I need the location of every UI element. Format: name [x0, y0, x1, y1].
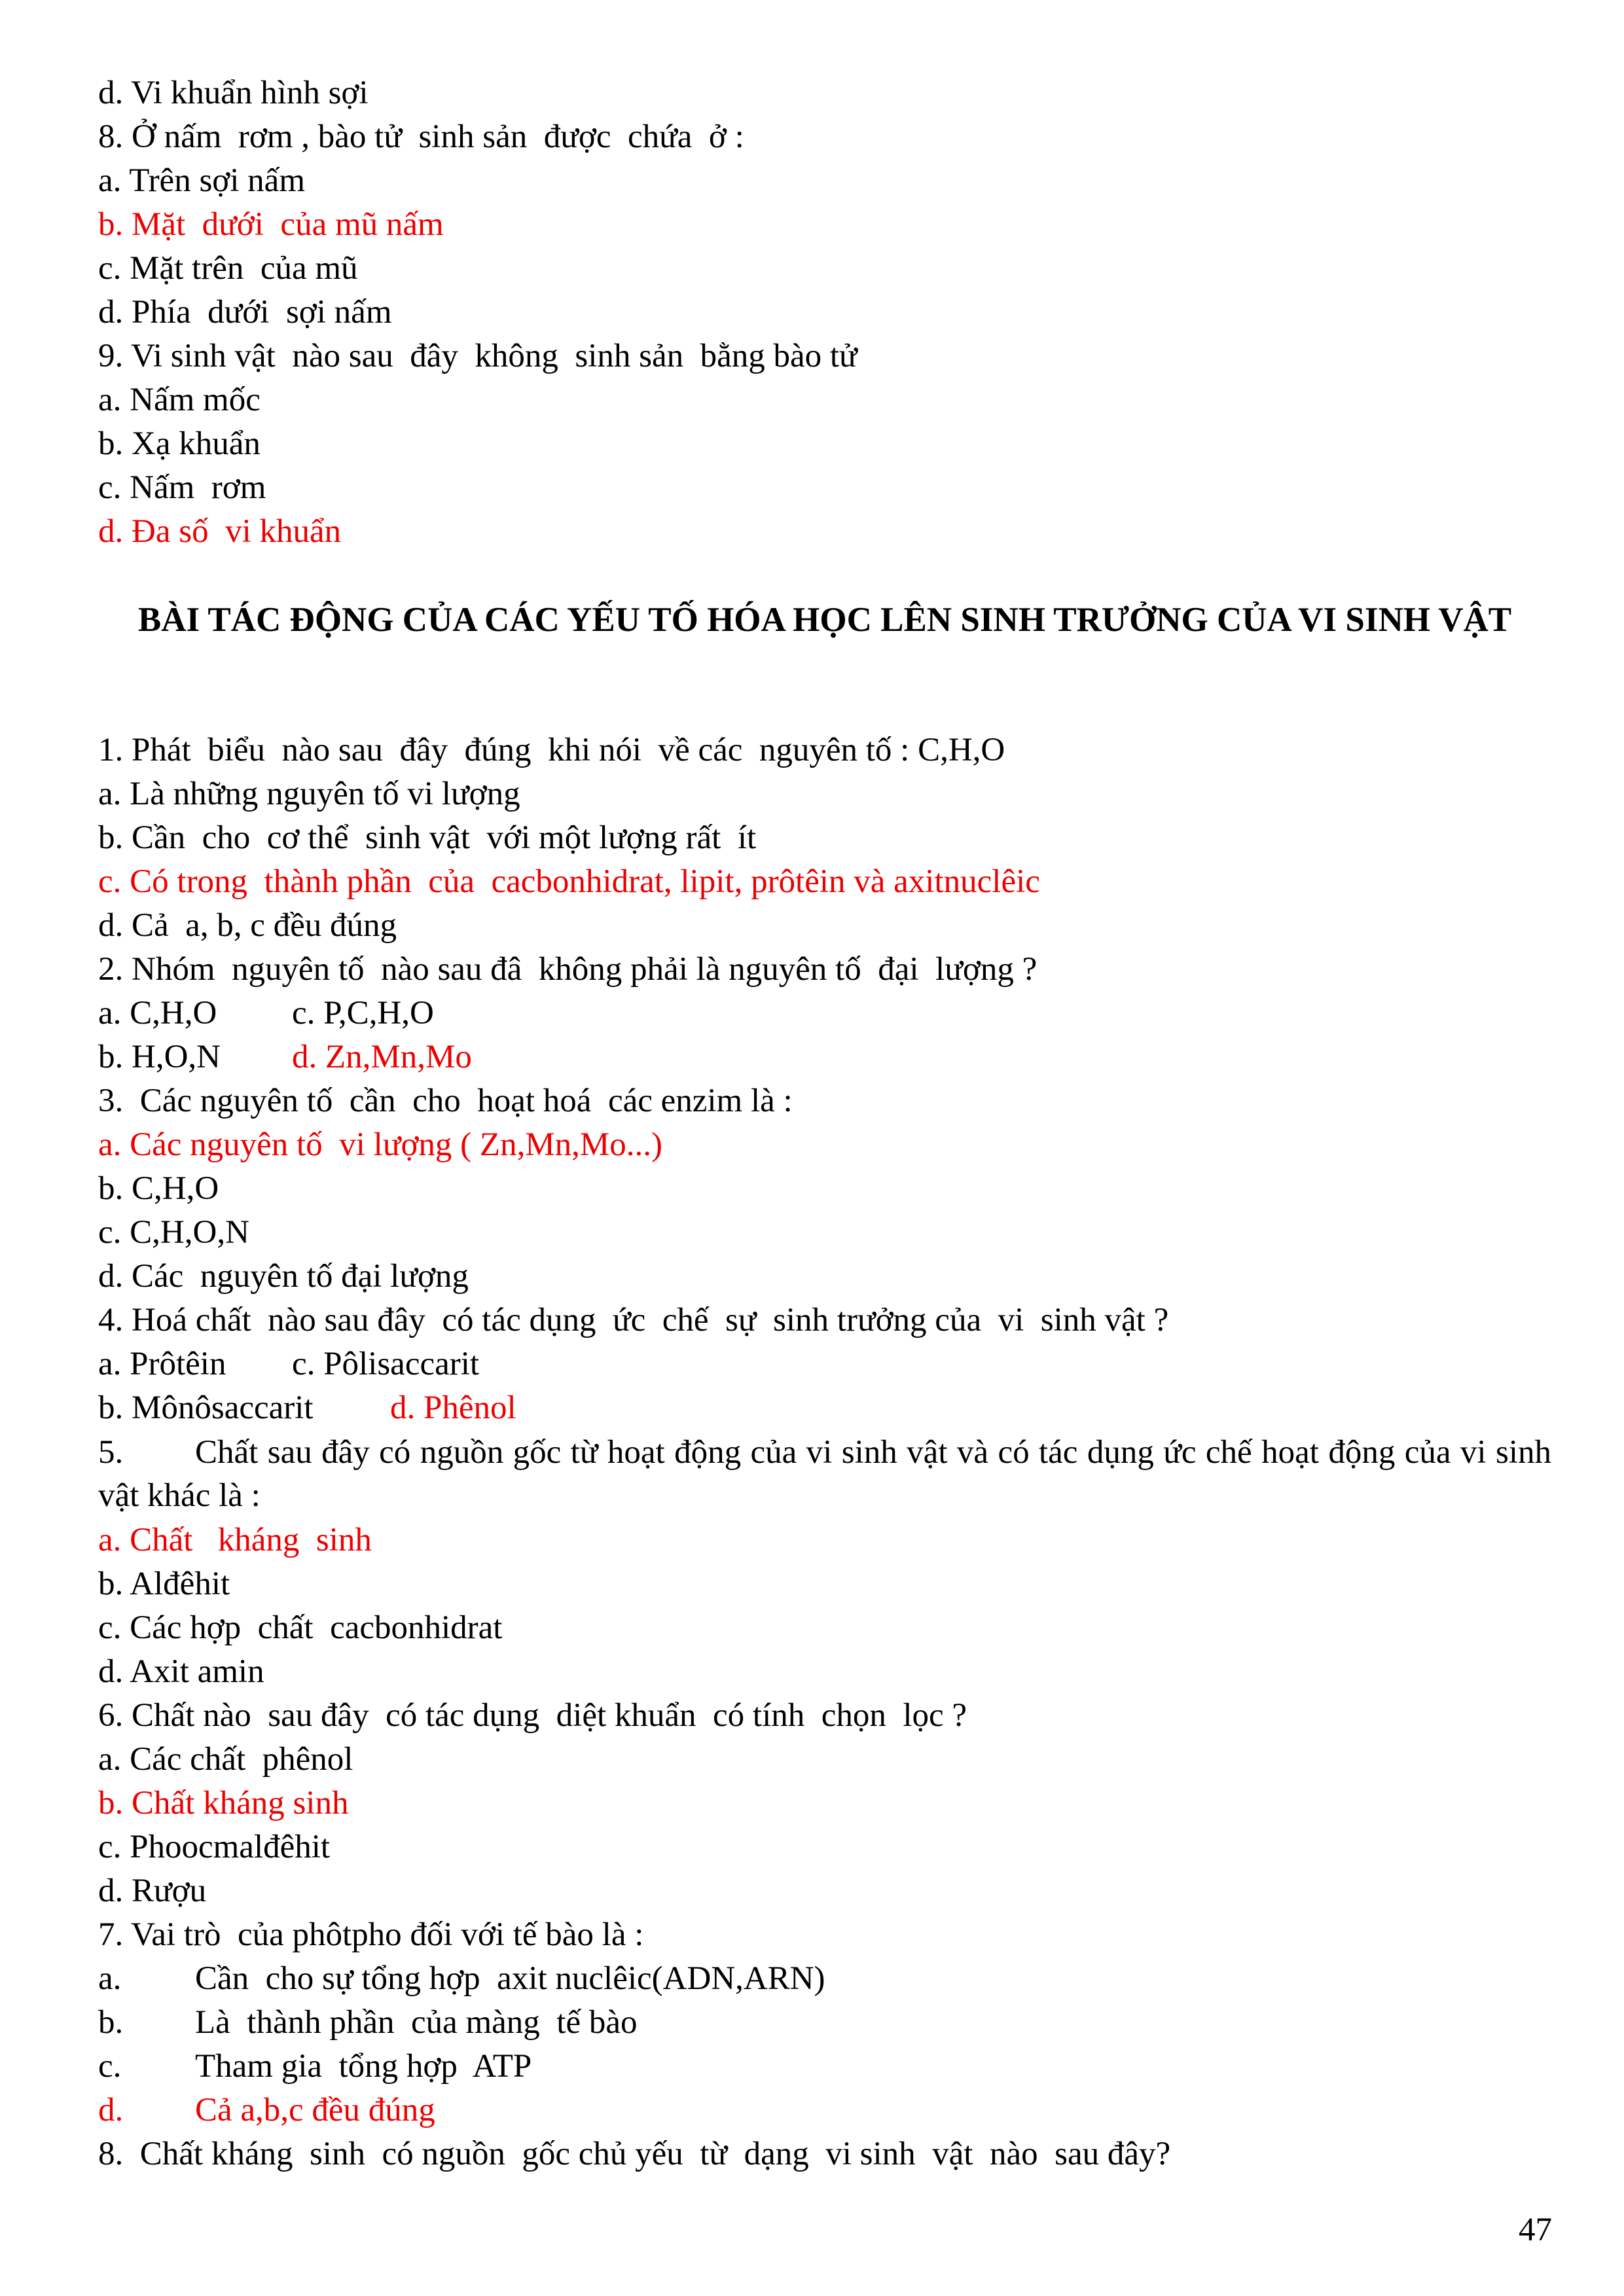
q1-option-d: d. Cả a, b, c đều đúng [98, 907, 397, 944]
prev-q9-option-c: c. Nấm rơm [98, 469, 266, 506]
q4-option-d-answer: d. Phênol [390, 1390, 516, 1426]
q7-option-d-letter: d. [98, 2092, 124, 2128]
prev-q8-option-a: a. Trên sợi nấm [98, 162, 305, 199]
q5-option-c: c. Các hợp chất cacbonhidrat [98, 1609, 503, 1646]
q3-option-c: c. C,H,O,N [98, 1214, 249, 1251]
page-number: 47 [1519, 2212, 1552, 2248]
q1-option-a: a. Là những nguyên tố vi lượng [98, 776, 520, 812]
q5-number: 5. [98, 1434, 124, 1471]
q6-option-a: a. Các chất phênol [98, 1741, 353, 1778]
q4-option-a: a. Prôtêin [98, 1346, 226, 1382]
q5-option-a-answer: a. Chất kháng sinh [98, 1522, 372, 1558]
q7-option-a [98, 1959, 825, 1998]
q2-question: 2. Nhóm nguyên tố nào sau đâ không phải là nguyên tố đại lượng ? [98, 951, 1038, 988]
q5-question-text: Chất sau đây có nguồn gốc từ hoạt động của vi sinh vật và có tác dụng ức chế hoạt động của vi sinh vật khác là : [98, 1434, 1551, 1514]
q7-question: 7. Vai trò của phôtpho đối với tế bào là : [98, 1916, 644, 1953]
q2-option-d-answer: d. Zn,Mn,Mo [292, 1039, 472, 1075]
prev-q9-option-d-answer: d. Đa số vi khuẩn [98, 513, 342, 550]
section-title: BÀI TÁC ĐỘNG CỦA CÁC YẾU TỐ HÓA HỌC LÊN SINH TRƯỞNG CỦA VI SINH VẬT [137, 601, 1512, 639]
q7-option-b [98, 2003, 638, 2042]
prev-q8-option-c: c. Mặt trên của mũ [98, 250, 358, 287]
q6-option-d: d. Rượu [98, 1873, 207, 1909]
q4-option-c: c. Pôlisaccarit [292, 1346, 480, 1382]
prev-q8-option-b-answer: b. Mặt dưới của mũ nấm [98, 206, 444, 243]
prev-q8-question: 8. Ở nấm rơm , bào tử sinh sản được chứa ở : [98, 118, 744, 155]
q3-option-d: d. Các nguyên tố đại lượng [98, 1258, 469, 1295]
q4-question: 4. Hoá chất nào sau đây có tác dụng ức chế sự sinh trưởng của vi sinh vật ? [98, 1302, 1169, 1338]
q2-option-b: b. H,O,N [98, 1039, 221, 1075]
q3-option-b: b. C,H,O [98, 1170, 219, 1207]
q6-option-c: c. Phoocmalđêhit [98, 1829, 331, 1865]
prev-q8-option-d: d. Phía dưới sợi nấm [98, 294, 392, 331]
prev-q9-option-b: b. Xạ khuẩn [98, 425, 261, 462]
q2-option-a: a. C,H,O [98, 995, 217, 1031]
q5-option-b: b. Alđêhit [98, 1566, 230, 1602]
q1-option-c-answer: c. Có trong thành phần của cacbonhidrat, lipit, prôtêin và axitnuclêic [98, 863, 1040, 900]
q3-question: 3. Các nguyên tố cần cho hoạt hoá các enzim là : [98, 1083, 793, 1119]
q1-question: 1. Phát biểu nào sau đây đúng khi nói về các nguyên tố : C,H,O [98, 732, 1005, 768]
q6-option-b-answer: b. Chất kháng sinh [98, 1785, 349, 1821]
q7-option-b-text: Là thành phần của màng tế bào [195, 2004, 638, 2041]
q1-option-b: b. Cần cho cơ thể sinh vật với một lượng rất ít [98, 819, 757, 856]
q4-option-b: b. Mônôsaccarit [98, 1390, 314, 1426]
q2-option-c: c. P,C,H,O [292, 995, 434, 1031]
q3-option-a-answer: a. Các nguyên tố vi lượng ( Zn,Mn,Mo...) [98, 1126, 662, 1163]
prev-q9-question: 9. Vi sinh vật nào sau đây không sinh sản bằng bào tử [98, 338, 857, 374]
q7-option-a-text: Cần cho sự tổng hợp axit nuclêic(ADN,ARN) [195, 1960, 825, 1997]
prev-q9-option-a: a. Nấm mốc [98, 382, 261, 418]
q7-option-d-text: Cả a,b,c đều đúng [195, 2092, 435, 2128]
q7-option-c [98, 2047, 532, 2086]
q7-option-b-letter: b. [98, 2004, 124, 2041]
q7-option-a-letter: a. [98, 1960, 122, 1997]
q7-option-c-text: Tham gia tổng hợp ATP [195, 2048, 532, 2085]
prev-q7-option-d: d. Vi khuẩn hình sợi [98, 75, 369, 111]
q5-question [98, 1431, 1551, 1517]
q7-option-c-letter: c. [98, 2048, 122, 2085]
q8-question: 8. Chất kháng sinh có nguồn gốc chủ yếu từ dạng vi sinh vật nào sau đây? [98, 2136, 1171, 2172]
q7-option-d-answer [98, 2090, 435, 2130]
q5-option-d: d. Axit amin [98, 1653, 264, 1690]
q6-question: 6. Chất nào sau đây có tác dụng diệt khuẩn có tính chọn lọc ? [98, 1697, 967, 1734]
